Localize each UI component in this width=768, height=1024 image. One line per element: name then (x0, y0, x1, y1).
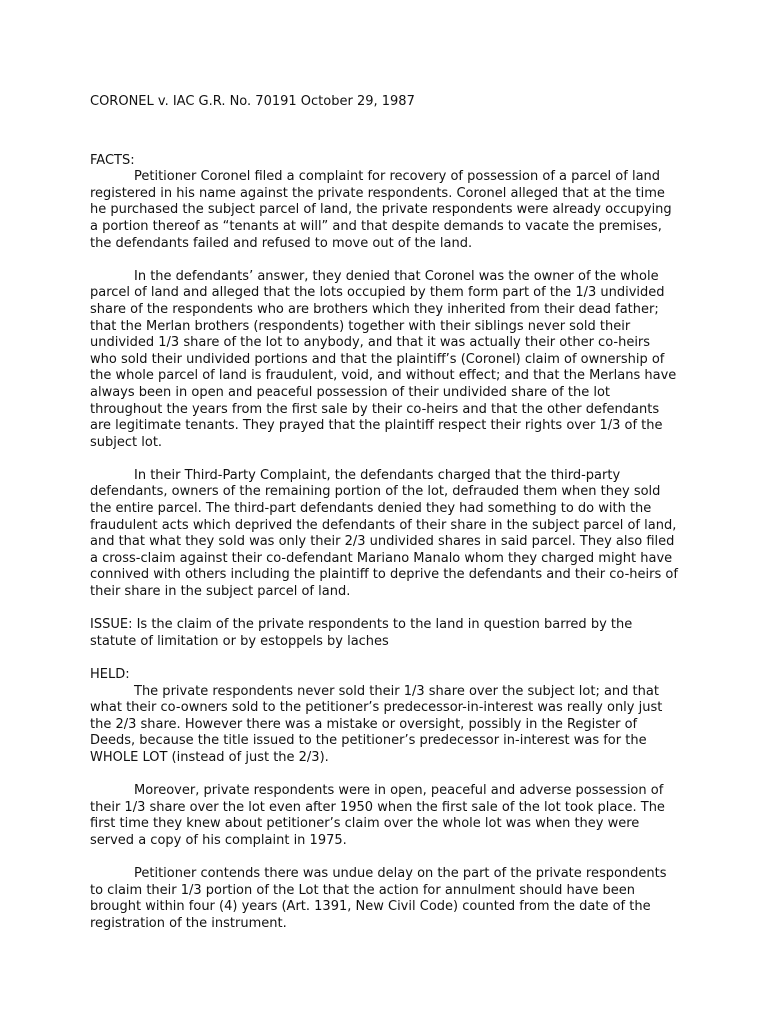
facts-paragraph-1: Petitioner Coronel filed a complaint for recovery of possession of a parcel of land registered in his name against the private respondents. Coronel alleged that at the time he purchased the subject parcel of land, the private respondents were already occupying a portion thereof as “tenants at will” and that despite demands to vacate the premises, the defendants failed and refused to move out of the land. (90, 169, 672, 251)
case-title: CORONEL v. IAC G.R. No. 70191 October 29, 1987 (90, 94, 415, 109)
facts-paragraph-3: In their Third-Party Complaint, the defendants charged that the third-party defendants, owners of the remaining portion of the lot, defrauded them when they sold the entire parcel. The third-part defendants denied they had something to do with the fraudulent acts which deprived the defendants of their share in the subject parcel of land, and that what they sold was only their 2/3 undivided shares in said parcel. They also filed a cross-claim against their co-defendant Mariano Manalo whom they charged might have connived with others including the plaintiff to deprive the defendants and their co-heirs of their share in the subject parcel of land. (90, 467, 678, 600)
held-paragraph-2: Moreover, private respondents were in open, peaceful and adverse possession of their 1/3 share over the lot even after 1950 when the first sale of the lot took place. The first time they knew about petitioner’s claim over the whole lot was when they were served a copy of his complaint in 1975. (90, 783, 665, 848)
issue-paragraph: ISSUE: Is the claim of the private respondents to the land in question barred by the statute of limitation or by estoppels by laches (90, 617, 633, 649)
facts-paragraph-2: In the defendants’ answer, they denied that Coronel was the owner of the whole parcel of land and alleged that the lots occupied by them form part of the 1/3 undivided share of the respondents who are brothers which they inherited from their dead father; that the Merlan brothers (respondents) together with their siblings never sold their undivided 1/3 share of the lot to anybody, and that it was actually their other co-heirs who sold their undivided portions and that the plaintiff’s (Coronel) claim of ownership of the whole parcel of land is fraudulent, void, and without effect; and that the Merlans have always been in open and peaceful possession of their undivided share of the lot throughout the years from the first sale by their co-heirs and that the other defendants are legitimate tenants. They prayed that the plaintiff respect their rights over 1/3 of the subject lot. (90, 268, 677, 450)
held-paragraph-3: Petitioner contends there was undue delay on the part of the private respondents to claim their 1/3 portion of the Lot that the action for annulment should have been brought within four (4) years (Art. 1391, New Civil Code) counted from the date of the registration of the instrument. (90, 866, 667, 931)
held-paragraph-1: The private respondents never sold their 1/3 share over the subject lot; and that what their co-owners sold to the petitioner’s predecessor-in-interest was really only just the 2/3 share. However there was a mistake or oversight, possibly in the Register of Deeds, because the title issued to the petitioner’s predecessor in-interest was for the WHOLE LOT (instead of just the 2/3). (90, 683, 663, 765)
facts-heading: FACTS: (90, 152, 135, 168)
held-heading: HELD: (90, 667, 130, 682)
